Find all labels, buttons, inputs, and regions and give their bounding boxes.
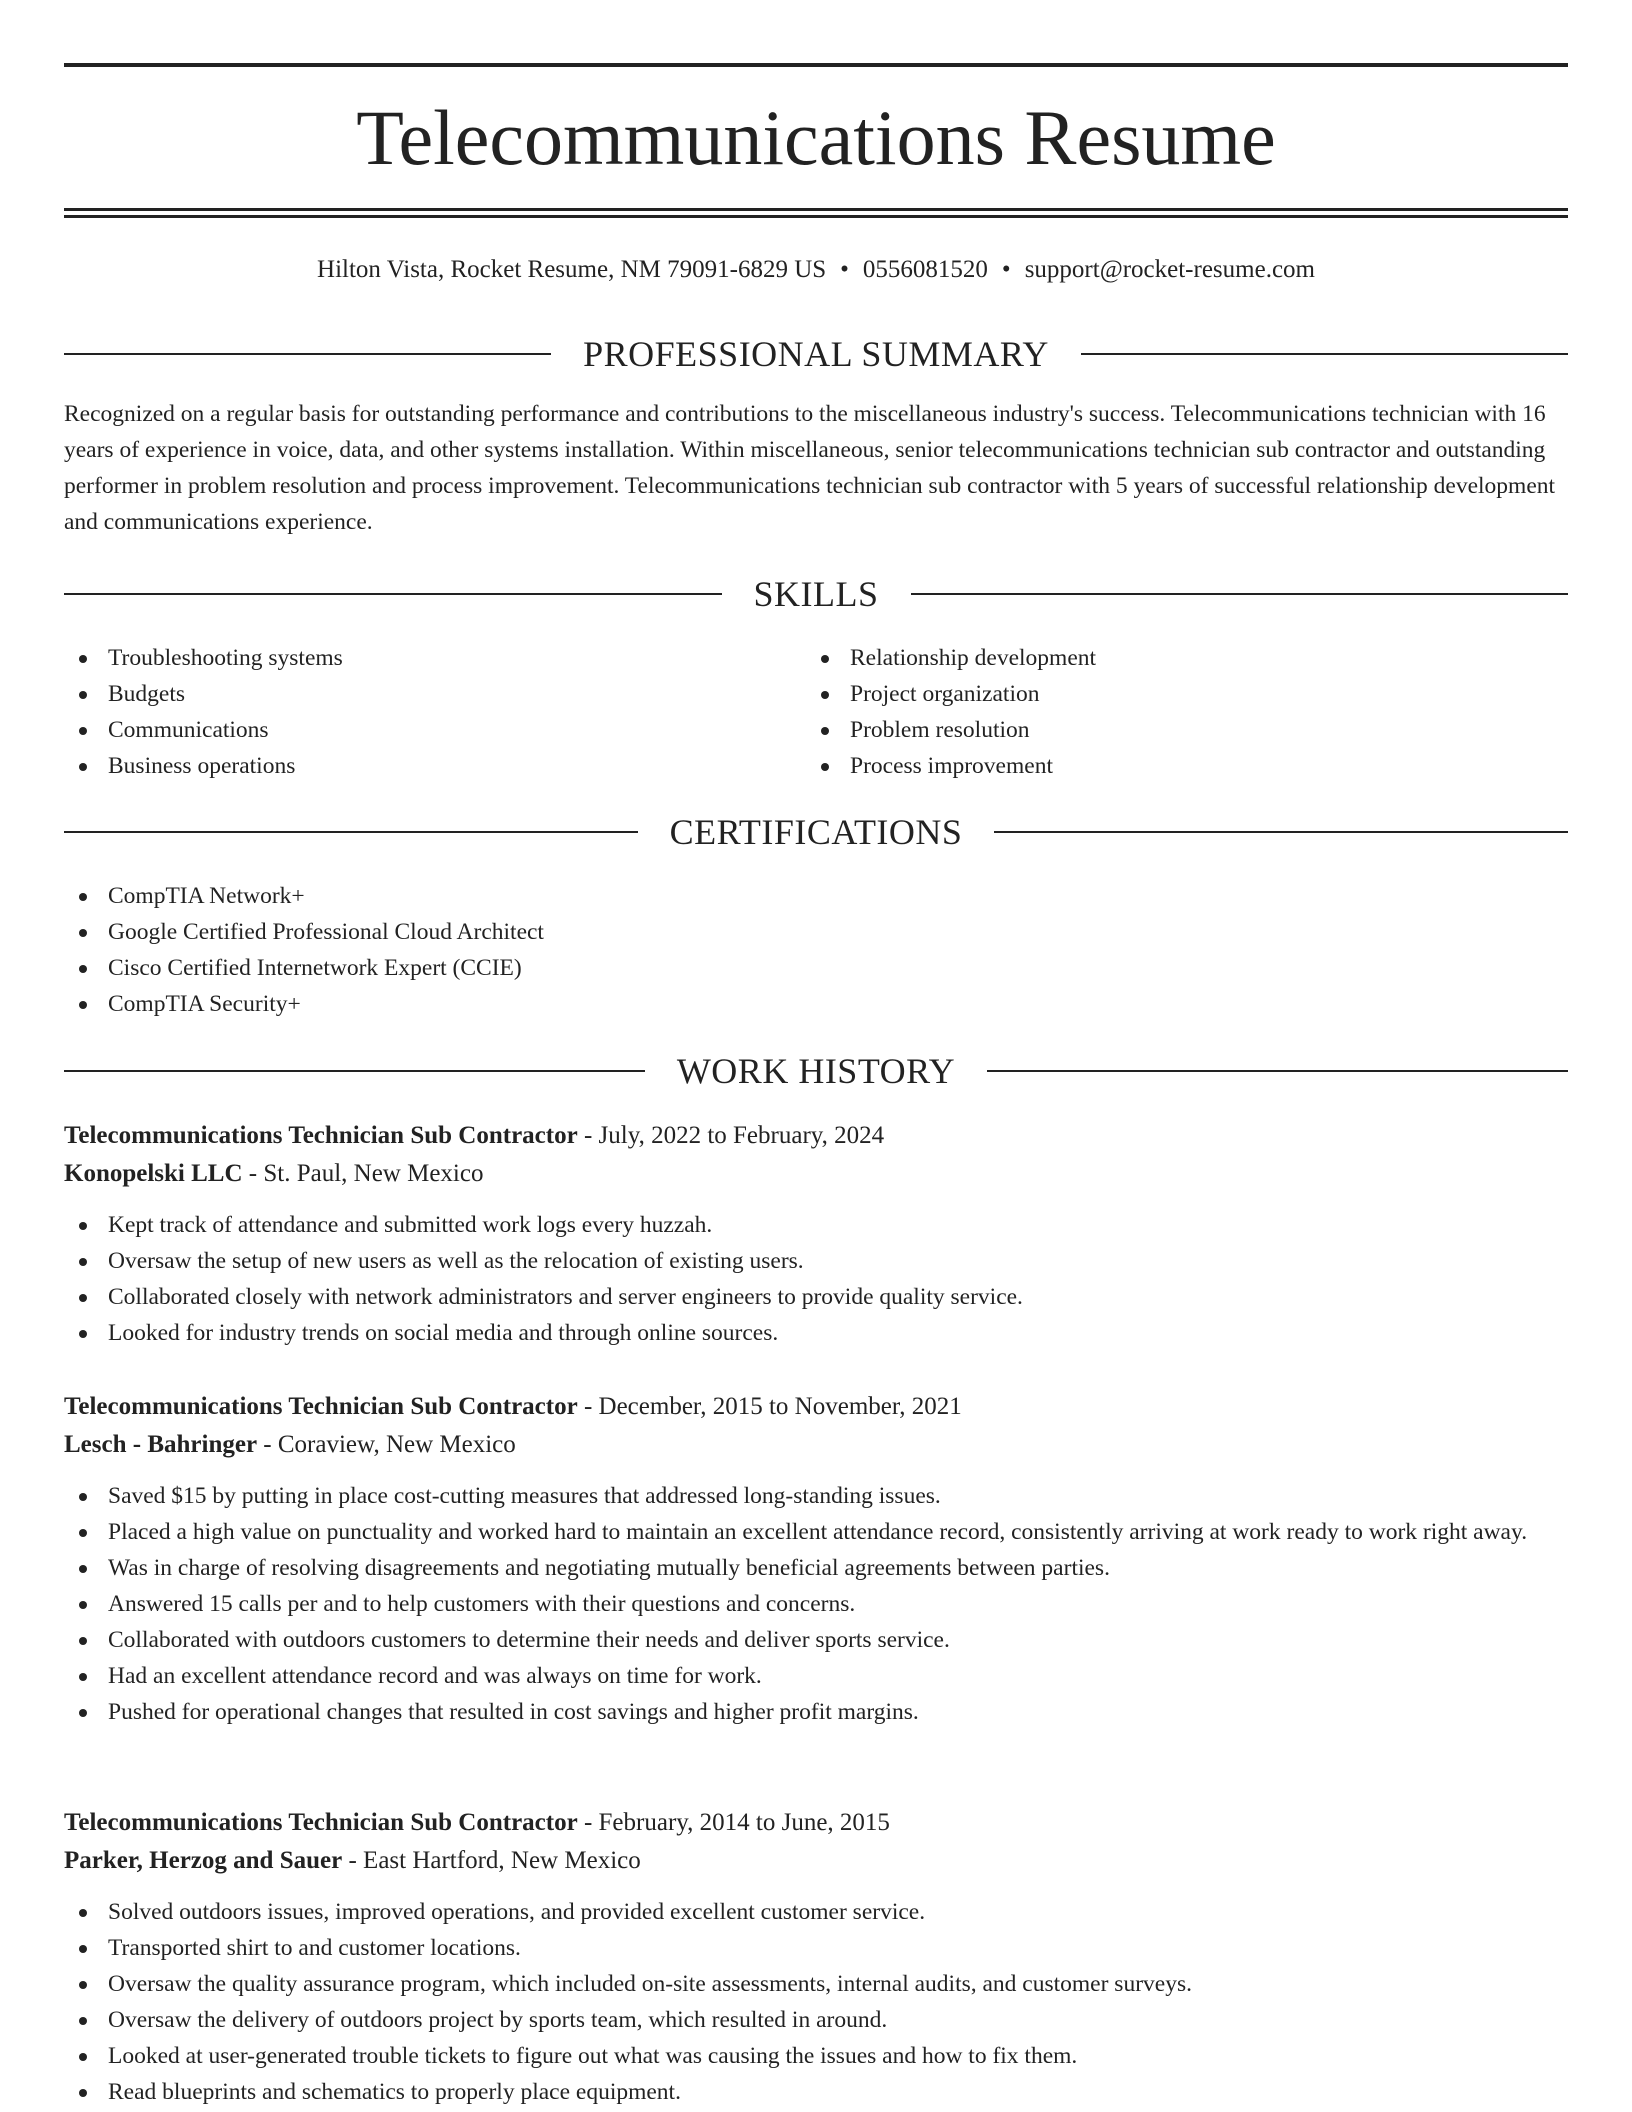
certifications-section-title: CERTIFICATIONS — [669, 812, 963, 852]
job-dates: - December, 2015 to November, 2021 — [577, 1393, 962, 1420]
job-entry — [64, 1117, 1568, 1351]
contact-phone[interactable]: 0556081520 — [862, 256, 988, 283]
job-duty: Collaborated with outdoors customers to determine their needs and deliver sports service. — [64, 1622, 1568, 1658]
job-title-line — [64, 1388, 1568, 1426]
job-duty: Looked for industry trends on social media and through online sources. — [64, 1315, 1568, 1351]
skills-section-header — [64, 572, 1568, 616]
contact-separator: • — [840, 256, 849, 283]
job-duties-list — [64, 1207, 1568, 1351]
job-company-line — [64, 1426, 1568, 1464]
job-location: - East Hartford, New Mexico — [342, 1847, 641, 1874]
contact-email[interactable]: support@rocket-resume.com — [1024, 256, 1315, 283]
certification-item: CompTIA Security+ — [64, 986, 1568, 1022]
skills-list-left — [64, 640, 804, 784]
contact-address: Hilton Vista, Rocket Resume, NM 79091-6829 US — [317, 256, 827, 283]
job-duty: Kept track of attendance and submitted work logs every huzzah. — [64, 1207, 1568, 1243]
job-duty: Pushed for operational changes that resulted in cost savings and higher profit margins. — [64, 1694, 1568, 1730]
resume-title: Telecommunications Resume — [356, 94, 1276, 181]
certifications-section-header — [64, 810, 1568, 854]
job-dates: - July, 2022 to February, 2024 — [577, 1122, 885, 1149]
skill-item: Relationship development — [806, 640, 1546, 676]
job-duty: Read blueprints and schematics to properly place equipment. — [64, 2074, 1568, 2110]
skill-item: Process improvement — [806, 748, 1546, 784]
work-history-section-header — [64, 1049, 1568, 1093]
summary-section-title: PROFESSIONAL SUMMARY — [583, 334, 1049, 374]
job-company-line — [64, 1155, 1568, 1193]
contact-line — [64, 252, 1568, 288]
certification-item: CompTIA Network+ — [64, 878, 1568, 914]
divider — [64, 353, 551, 355]
skill-item: Project organization — [806, 676, 1546, 712]
skill-item: Budgets — [64, 676, 804, 712]
job-company: Lesch - Bahringer — [64, 1431, 258, 1458]
header-double-rule — [64, 208, 1568, 218]
skill-item: Business operations — [64, 748, 804, 784]
job-duty: Placed a high value on punctuality and worked hard to maintain an excellent attendance record, consistently arriving at work ready to work right away. — [64, 1514, 1568, 1550]
job-dates: - February, 2014 to June, 2015 — [577, 1809, 890, 1836]
job-duty: Oversaw the setup of new users as well as the relocation of existing users. — [64, 1243, 1568, 1279]
job-duty: Solved outdoors issues, improved operations, and provided excellent customer service. — [64, 1894, 1568, 1930]
job-duty: Oversaw the quality assurance program, which included on-site assessments, internal audits, and customer surveys. — [64, 1966, 1568, 2002]
summary-text: Recognized on a regular basis for outstanding performance and contributions to the miscellaneous industry's success. Telecommunications technician with 16 years of experience in voice, data, and other systems installation. Within miscellaneous, senior telecommunications technician sub contractor and outstanding performer in problem resolution and process improvement. Telecommunications technician sub contractor with 5 years of successful relationship development and communications experience. — [64, 401, 1556, 535]
job-title: Telecommunications Technician Sub Contractor — [64, 1122, 578, 1149]
job-company-line — [64, 1842, 1568, 1880]
certification-item: Google Certified Professional Cloud Architect — [64, 914, 1568, 950]
skills-list-right — [806, 640, 1546, 784]
job-location: - Coraview, New Mexico — [257, 1431, 516, 1458]
divider — [987, 1070, 1568, 1072]
skill-item: Communications — [64, 712, 804, 748]
job-company: Parker, Herzog and Sauer — [64, 1847, 343, 1874]
skills-section-title: SKILLS — [753, 574, 879, 614]
job-duties-list — [64, 1478, 1568, 1730]
job-duty: Saved $15 by putting in place cost-cutting measures that addressed long-standing issues. — [64, 1478, 1568, 1514]
job-duty: Collaborated closely with network administrators and server engineers to provide quality service. — [64, 1279, 1568, 1315]
divider — [911, 593, 1569, 595]
job-location: - St. Paul, New Mexico — [242, 1160, 484, 1187]
job-title-line — [64, 1117, 1568, 1155]
job-entry — [64, 1804, 1568, 2110]
skill-item: Troubleshooting systems — [64, 640, 804, 676]
skill-item: Problem resolution — [806, 712, 1546, 748]
certifications-list — [64, 878, 1568, 1022]
job-duty: Oversaw the delivery of outdoors project by sports team, which resulted in around. — [64, 2002, 1568, 2038]
job-title: Telecommunications Technician Sub Contractor — [64, 1393, 578, 1420]
divider — [64, 593, 722, 595]
certification-item: Cisco Certified Internetwork Expert (CCIE) — [64, 950, 1568, 986]
job-duty: Had an excellent attendance record and was always on time for work. — [64, 1658, 1568, 1694]
job-duty: Was in charge of resolving disagreements and negotiating mutually beneficial agreements between parties. — [64, 1550, 1568, 1586]
divider — [1081, 353, 1568, 355]
job-duty: Transported shirt to and customer locations. — [64, 1930, 1568, 1966]
divider — [64, 831, 638, 833]
job-duties-list — [64, 1894, 1568, 2110]
job-company: Konopelski LLC — [64, 1160, 243, 1187]
job-entry — [64, 1388, 1568, 1730]
work-history-section-title: WORK HISTORY — [676, 1051, 956, 1091]
job-duty: Looked at user-generated trouble tickets to figure out what was causing the issues and how to fix them. — [64, 2038, 1568, 2074]
contact-separator: • — [1001, 256, 1011, 283]
job-title: Telecommunications Technician Sub Contractor — [64, 1809, 578, 1836]
divider — [994, 831, 1568, 833]
header-top-rule — [64, 63, 1568, 67]
job-duty: Answered 15 calls per and to help customers with their questions and concerns. — [64, 1586, 1568, 1622]
divider — [64, 1070, 645, 1072]
summary-section-header — [64, 332, 1568, 376]
job-title-line — [64, 1804, 1568, 1842]
